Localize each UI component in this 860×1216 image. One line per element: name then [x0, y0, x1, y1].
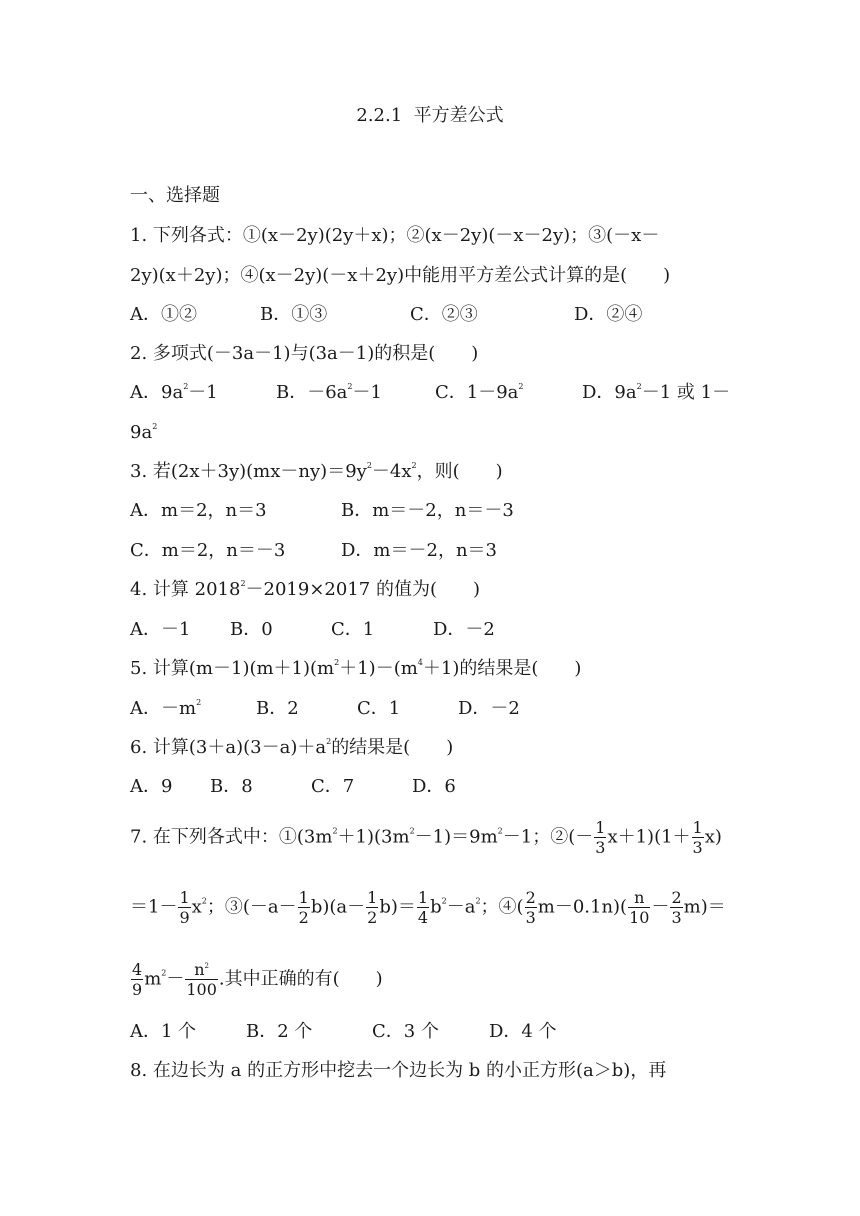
q7-option-c[interactable]: C．3 个: [372, 1021, 439, 1042]
page-title: 2.2.1 平方差公式: [356, 105, 504, 126]
q6-option-b[interactable]: B．8: [210, 776, 253, 797]
q4-option-c[interactable]: C．1: [331, 619, 375, 640]
q7-option-b[interactable]: B．2 个: [246, 1021, 313, 1042]
q2-option-b[interactable]: B．$-6a^2-1$: [276, 382, 382, 403]
q4-stem: 4. 计算 $2018^2-2019\times 2017$ 的值为( ): [130, 579, 480, 600]
q5-option-c[interactable]: C．1: [357, 698, 401, 719]
q3-option-b[interactable]: B．m＝－2，n＝－3: [341, 500, 514, 521]
q1-option-d[interactable]: D．②④: [574, 304, 643, 325]
q5-options: [130, 697, 520, 721]
q7-options: [130, 1020, 557, 1044]
q8-stem-line1: 8. 在边长为 a 的正方形中挖去一个边长为 b 的小正方形(a＞b)，再: [130, 1060, 667, 1081]
q3-option-d[interactable]: D．m＝－2，n＝3: [341, 540, 497, 561]
fraction: $\frac{n}{10}$: [629, 888, 650, 927]
q4-option-b[interactable]: B．0: [230, 619, 273, 640]
q1-option-c[interactable]: C．②③: [410, 304, 478, 325]
fraction: $\frac{1}{4}$: [417, 888, 429, 927]
fraction: $\frac{1}{2}$: [298, 888, 309, 927]
q1-stem-line1: 1. 下列各式：①(x－2y)(2y＋x)；②(x－2y)(－x－2y)；③(－x－: [130, 225, 660, 246]
q4-option-d[interactable]: D．－2: [433, 619, 495, 640]
fraction: $\frac{1}{3}$: [595, 818, 606, 857]
fraction: $\frac{1}{2}$: [367, 888, 378, 927]
q2-option-d[interactable]: D．$9a^2-1$ 或 1－: [582, 382, 731, 403]
q1-option-a[interactable]: A．①②: [130, 304, 197, 325]
q7-option-d[interactable]: D．4 个: [489, 1021, 557, 1042]
q2-option-c[interactable]: C．$1-9a^2$: [435, 382, 524, 403]
q6-option-c[interactable]: C．7: [311, 776, 355, 797]
q1-options: [130, 303, 642, 327]
q4-option-a[interactable]: A．－1: [130, 619, 191, 640]
q5-option-a[interactable]: A．$-m^2$: [130, 698, 202, 719]
q6-stem: 6. 计算$(3+a)(3-a)+a^2$的结果是( ): [130, 737, 454, 758]
fraction: $\frac{2}{3}$: [671, 888, 682, 927]
q6-option-a[interactable]: A．9: [130, 776, 173, 797]
fraction: $\frac{4}{9}$: [132, 960, 143, 999]
q4-options: [130, 618, 495, 642]
q2-option-a[interactable]: A．$9a^2-1$: [130, 382, 218, 403]
q7-option-a[interactable]: A．1 个: [130, 1021, 197, 1042]
q3-stem: 3. 若$(2x+3y)(mx-ny)=9y^2-4x^2$，则( ): [130, 461, 503, 482]
q7-stem-line1: 7. 在下列各式中：$①(3m^2+1)(3m^2-1)=9m^2-1$；②(－ $\frac{1}{3}$ x＋1)(1＋ $\frac{1}{3}$ x): [130, 818, 722, 857]
q5-option-b[interactable]: B．2: [256, 698, 299, 719]
q5-option-d[interactable]: D．－2: [458, 698, 520, 719]
fraction: $\frac{n^2}{100}$: [186, 960, 217, 999]
q3-options-row1: [130, 499, 514, 523]
section-heading: 一、选择题: [130, 185, 220, 206]
q2-stem: 2. 多项式(－3a－1)与(3a－1)的积是( ): [130, 343, 479, 364]
q3-option-a[interactable]: A．m＝2，n＝3: [130, 500, 267, 521]
q1-stem-line2: 2y)(x＋2y)；④(x－2y)(－x＋2y)中能用平方差公式计算的是( ): [130, 265, 671, 286]
q5-stem: 5. 计算$(m-1)(m+1)(m^2+1)-(m^4+1)$的结果是( ): [130, 658, 582, 679]
q2-option-d-continued: $9a^2$: [130, 422, 158, 443]
fraction: $\frac{1}{9}$: [179, 888, 190, 927]
q1-option-b[interactable]: B．①③: [260, 304, 328, 325]
fraction: $\frac{2}{3}$: [525, 888, 536, 927]
q7-stem-line3: $\frac{4}{9}$ $m^2-$ $\frac{n^2}{100}$ .其中正确的有( ): [132, 960, 383, 999]
q6-option-d[interactable]: D．6: [412, 776, 456, 797]
fraction: $\frac{1}{3}$: [692, 818, 703, 857]
q3-options-row2: [130, 539, 497, 563]
q3-option-c[interactable]: C．m＝2，n＝－3: [130, 540, 286, 561]
q7-stem-line2: ＝1－ $\frac{1}{9}$ $x^2$；③(－a－ $\frac{1}{2}$ b)(a－ $\frac{1}{2}$ b)＝ $\frac{1}{4}$ $b^2-a^2$；④( $\frac{2}{3}$ m－0.1n)( $\frac{n}{10}$ － $\frac{2}{3}$ m)＝: [130, 888, 726, 927]
q2-options: [130, 381, 730, 405]
q6-options: [130, 775, 456, 799]
